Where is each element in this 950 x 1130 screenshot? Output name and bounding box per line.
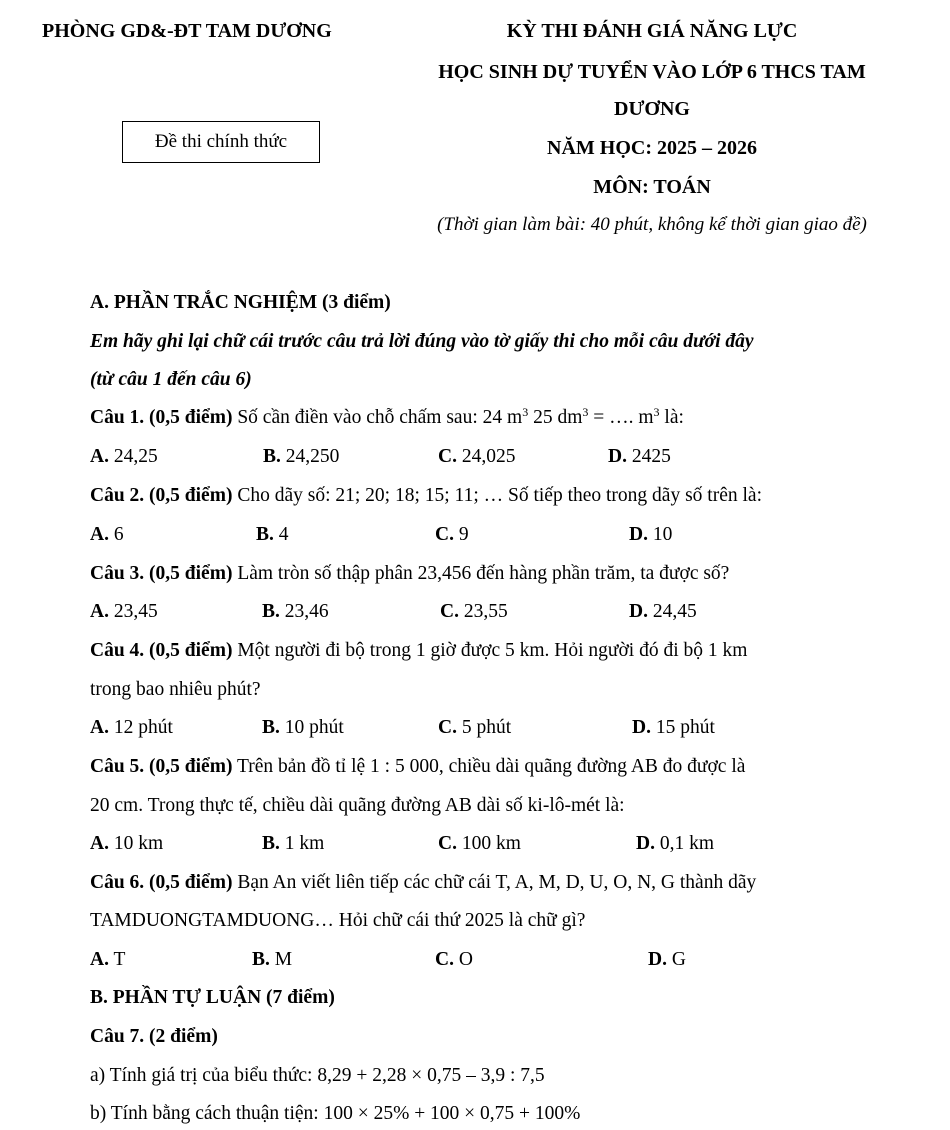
answer-option: D. 0,1 km — [636, 833, 715, 854]
department-name: PHÒNG GD&-ĐT TAM DƯƠNG — [42, 20, 332, 42]
exam-title-line-3: DƯƠNG — [614, 98, 690, 120]
question-label: Câu 3. (0,5 điểm) — [90, 563, 233, 584]
question-label: Câu 6. (0,5 điểm) — [90, 872, 233, 893]
question-label: Câu 2. (0,5 điểm) — [90, 485, 233, 506]
answer-option: D. 2425 — [608, 446, 671, 467]
question-5: Câu 5. (0,5 điểm) Trên bản đồ tỉ lệ 1 : 5 000, chiều dài quãng đường AB đo được là — [90, 756, 746, 777]
section-b-title: B. PHẦN TỰ LUẬN (7 điểm) — [90, 987, 335, 1008]
answer-option: C. 23,55 — [440, 601, 508, 622]
question-label: Câu 4. (0,5 điểm) — [90, 640, 233, 661]
official-exam-label: Đề thi chính thức — [154, 131, 288, 152]
answer-option: A. 6 — [90, 524, 124, 545]
section-a-instruction-range: (từ câu 1 đến câu 6) — [90, 369, 252, 390]
section-a-title: A. PHẦN TRẮC NGHIỆM (3 điểm) — [90, 292, 391, 313]
answer-option: A. 24,25 — [90, 446, 158, 467]
answer-option: C. 24,025 — [438, 446, 516, 467]
answer-option: B. 4 — [256, 524, 289, 545]
question-5-continued: 20 cm. Trong thực tế, chiều dài quãng đường AB dài số ki-lô-mét là: — [90, 795, 625, 816]
time-note: (Thời gian làm bài: 40 phút, không kể thời gian giao đề) — [437, 214, 867, 235]
answer-option: B. 23,46 — [262, 601, 329, 622]
answer-option: A. T — [90, 949, 126, 970]
subject: MÔN: TOÁN — [593, 176, 711, 198]
question-label: Câu 5. (0,5 điểm) — [90, 756, 233, 777]
question-7-label: Câu 7. (2 điểm) — [90, 1026, 218, 1047]
exam-title-line-2: HỌC SINH DỰ TUYỂN VÀO LỚP 6 THCS TAM — [438, 61, 866, 83]
section-a-instruction: Em hãy ghi lại chữ cái trước câu trả lời đúng vào tờ giấy thi cho mỗi câu dưới đây — [90, 331, 754, 352]
answer-option: C. O — [435, 949, 473, 970]
answer-option: D. 24,45 — [629, 601, 697, 622]
question-4-continued: trong bao nhiêu phút? — [90, 679, 261, 700]
question-6: Câu 6. (0,5 điểm) Bạn An viết liên tiếp các chữ cái T, A, M, D, U, O, N, G thành dãy — [90, 872, 757, 893]
question-3: Câu 3. (0,5 điểm) Làm tròn số thập phân 23,456 đến hàng phần trăm, ta được số? — [90, 563, 730, 584]
question-1: Câu 1. (0,5 điểm) Số cần điền vào chỗ chấm sau: 24 $m^3$ 25 $dm^3$ = …. $m^3$ là: — [90, 405, 684, 428]
question-label: Câu 1. (0,5 điểm) — [90, 407, 233, 428]
answer-option: A. 10 km — [90, 833, 164, 854]
question-4: Câu 4. (0,5 điểm) Một người đi bộ trong 1 giờ được 5 km. Hỏi người đó đi bộ 1 km — [90, 640, 748, 661]
answer-option: D. 10 — [629, 524, 673, 545]
answer-option: A. 23,45 — [90, 601, 158, 622]
answer-option: B. 1 km — [262, 833, 325, 854]
question-2: Câu 2. (0,5 điểm) Cho dãy số: 21; 20; 18; 15; 11; … Số tiếp theo trong dãy số trên là: — [90, 485, 762, 506]
answer-option: C. 5 phút — [438, 717, 512, 738]
school-year: NĂM HỌC: 2025 – 2026 — [547, 137, 757, 159]
question-6-continued: TAMDUONGTAMDUONG… Hỏi chữ cái thứ 2025 là chữ gì? — [90, 910, 586, 931]
answer-option: B. 10 phút — [262, 717, 344, 738]
answer-option: D. G — [648, 949, 686, 970]
answer-option: D. 15 phút — [632, 717, 715, 738]
exam-title: KỲ THI ĐÁNH GIÁ NĂNG LỰC — [506, 20, 798, 42]
question-7b: b) Tính bằng cách thuận tiện: 100 × 25% + 100 × 0,75 + 100% — [90, 1103, 581, 1124]
answer-option: B. M — [252, 949, 293, 970]
question-7a: a) Tính giá trị của biểu thức: 8,29 + 2,28 × 0,75 – 3,9 : 7,5 — [90, 1065, 545, 1086]
answer-option: C. 100 km — [438, 833, 521, 854]
answer-option: B. 24,250 — [263, 446, 340, 467]
official-exam-box — [122, 121, 320, 163]
answer-option: A. 12 phút — [90, 717, 173, 738]
answer-option: C. 9 — [435, 524, 469, 545]
